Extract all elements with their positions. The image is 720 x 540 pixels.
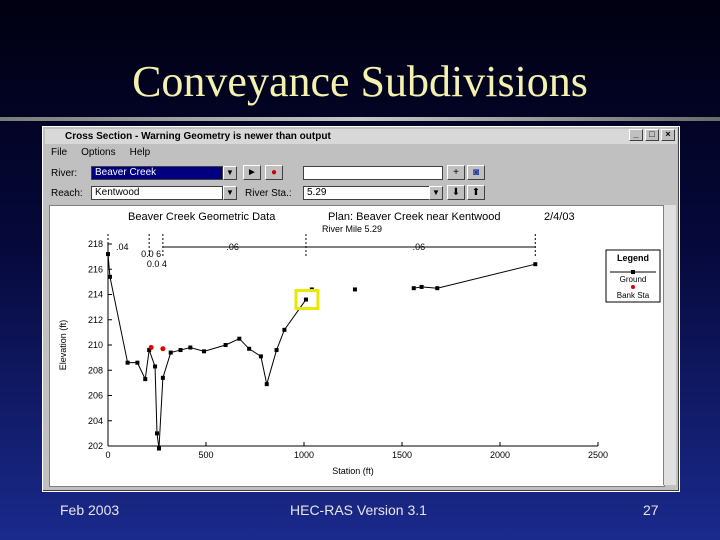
ground-point bbox=[224, 343, 228, 347]
cross-section-plot bbox=[49, 205, 665, 487]
cross-section-chart bbox=[50, 206, 664, 486]
menu-options[interactable]: Options bbox=[81, 147, 116, 158]
minimize-icon[interactable]: _ bbox=[629, 129, 643, 141]
ground-point bbox=[420, 285, 424, 289]
plot-plan-title: Plan: Beaver Creek near Kentwood bbox=[328, 211, 501, 223]
roughness-label: 0.0 6 bbox=[141, 249, 162, 259]
y-tick-label: 208 bbox=[87, 365, 103, 376]
river-dropdown-arrow-icon[interactable]: ▼ bbox=[223, 166, 237, 180]
x-tick-label: 1500 bbox=[391, 450, 413, 460]
cross-section-window bbox=[42, 126, 680, 492]
ground-point bbox=[435, 286, 439, 290]
y-tick-label: 214 bbox=[87, 289, 103, 300]
y-tick-label: 218 bbox=[87, 239, 103, 249]
plot-river-mile: River Mile 5.29 bbox=[322, 224, 383, 234]
ground-point bbox=[169, 351, 173, 355]
ground-point bbox=[155, 431, 159, 435]
arrow-up-icon[interactable]: ⬆ bbox=[467, 185, 485, 200]
ground-point bbox=[161, 376, 165, 380]
record-dot-icon[interactable]: ● bbox=[265, 165, 283, 180]
legend-title: Legend bbox=[616, 253, 650, 263]
legend-ground-marker bbox=[631, 270, 635, 274]
roughness-label: 0.0 4 bbox=[146, 259, 167, 269]
river-label: River: bbox=[51, 168, 78, 179]
plot-date: 2/4/03 bbox=[544, 211, 575, 223]
menu-help[interactable]: Help bbox=[129, 147, 151, 158]
reach-label: Reach: bbox=[51, 188, 83, 199]
reach-dropdown-arrow-icon[interactable]: ▼ bbox=[223, 186, 237, 200]
window-controls bbox=[629, 129, 675, 141]
ground-line bbox=[414, 264, 536, 288]
ground-point bbox=[247, 347, 251, 351]
legend-bank-label: Bank Sta bbox=[616, 291, 650, 300]
ground-point bbox=[304, 298, 308, 302]
y-tick-label: 210 bbox=[87, 340, 103, 350]
camera-icon[interactable]: ◙ bbox=[467, 165, 485, 180]
bank-station-point bbox=[160, 346, 165, 351]
ground-point bbox=[259, 354, 263, 358]
slide-title: Conveyance Subdivisions bbox=[132, 57, 588, 106]
ground-point bbox=[157, 447, 161, 451]
footer-page-number: 27 bbox=[643, 502, 659, 518]
ground-point bbox=[282, 328, 286, 332]
ground-point bbox=[353, 287, 357, 291]
y-tick-label: 204 bbox=[87, 415, 103, 426]
menu-bar bbox=[51, 147, 150, 158]
ground-point bbox=[533, 262, 537, 266]
x-tick-label: 2000 bbox=[489, 450, 511, 460]
ground-point bbox=[265, 382, 269, 386]
status-field bbox=[303, 166, 443, 180]
ground-point bbox=[143, 377, 147, 381]
roughness-label: .06 bbox=[412, 242, 426, 252]
ground-point bbox=[179, 348, 183, 352]
y-tick-label: 212 bbox=[87, 314, 103, 325]
ground-point bbox=[106, 252, 110, 256]
ground-point bbox=[126, 361, 130, 365]
y-tick-label: 216 bbox=[87, 264, 103, 275]
ground-point bbox=[412, 286, 416, 290]
footer-app-version: HEC-RAS Version 3.1 bbox=[290, 502, 427, 518]
footer-date: Feb 2003 bbox=[60, 502, 120, 518]
legend-ground-label: Ground bbox=[619, 275, 647, 284]
y-tick-label: 206 bbox=[87, 390, 103, 401]
river-select[interactable]: Beaver Creek bbox=[91, 166, 223, 180]
ground-point bbox=[135, 361, 139, 365]
river-sta-select[interactable]: 5.29 bbox=[303, 186, 439, 200]
x-tick-label: 2500 bbox=[587, 450, 609, 460]
ground-point bbox=[275, 348, 279, 352]
river-sta-dropdown-arrow-icon[interactable]: ▼ bbox=[429, 186, 443, 200]
plot-geometric-title: Beaver Creek Geometric Data bbox=[128, 211, 276, 223]
ground-point bbox=[108, 275, 112, 279]
plus-icon[interactable]: + bbox=[447, 165, 465, 180]
menu-file[interactable]: File bbox=[51, 147, 68, 158]
x-tick-label: 500 bbox=[198, 450, 214, 460]
ground-point bbox=[153, 364, 157, 368]
roughness-label: .04 bbox=[116, 242, 129, 252]
play-next-icon[interactable]: ► bbox=[243, 165, 261, 180]
ground-point bbox=[237, 337, 241, 341]
vertical-scrollbar[interactable] bbox=[663, 205, 676, 485]
close-icon[interactable]: × bbox=[661, 129, 675, 141]
window-titlebar[interactable]: Cross Section - Warning Geometry is newer than output bbox=[45, 129, 677, 144]
y-axis-title: Elevation (ft) bbox=[58, 319, 68, 371]
arrow-down-icon[interactable]: ⬇ bbox=[447, 185, 465, 200]
bank-station-point bbox=[149, 345, 154, 350]
legend-bank-marker bbox=[631, 285, 635, 289]
x-tick-label: 0 bbox=[105, 450, 111, 460]
river-sta-label: River Sta.: bbox=[245, 188, 292, 199]
reach-select[interactable]: Kentwood bbox=[91, 186, 223, 200]
x-tick-label: 1000 bbox=[293, 450, 315, 460]
maximize-icon[interactable]: □ bbox=[645, 129, 659, 141]
x-axis-title: Station (ft) bbox=[332, 466, 374, 476]
ground-point bbox=[202, 349, 206, 353]
y-tick-label: 202 bbox=[87, 441, 103, 451]
title-divider bbox=[0, 117, 720, 121]
roughness-label: .06 bbox=[226, 242, 239, 252]
ground-point bbox=[188, 346, 192, 350]
